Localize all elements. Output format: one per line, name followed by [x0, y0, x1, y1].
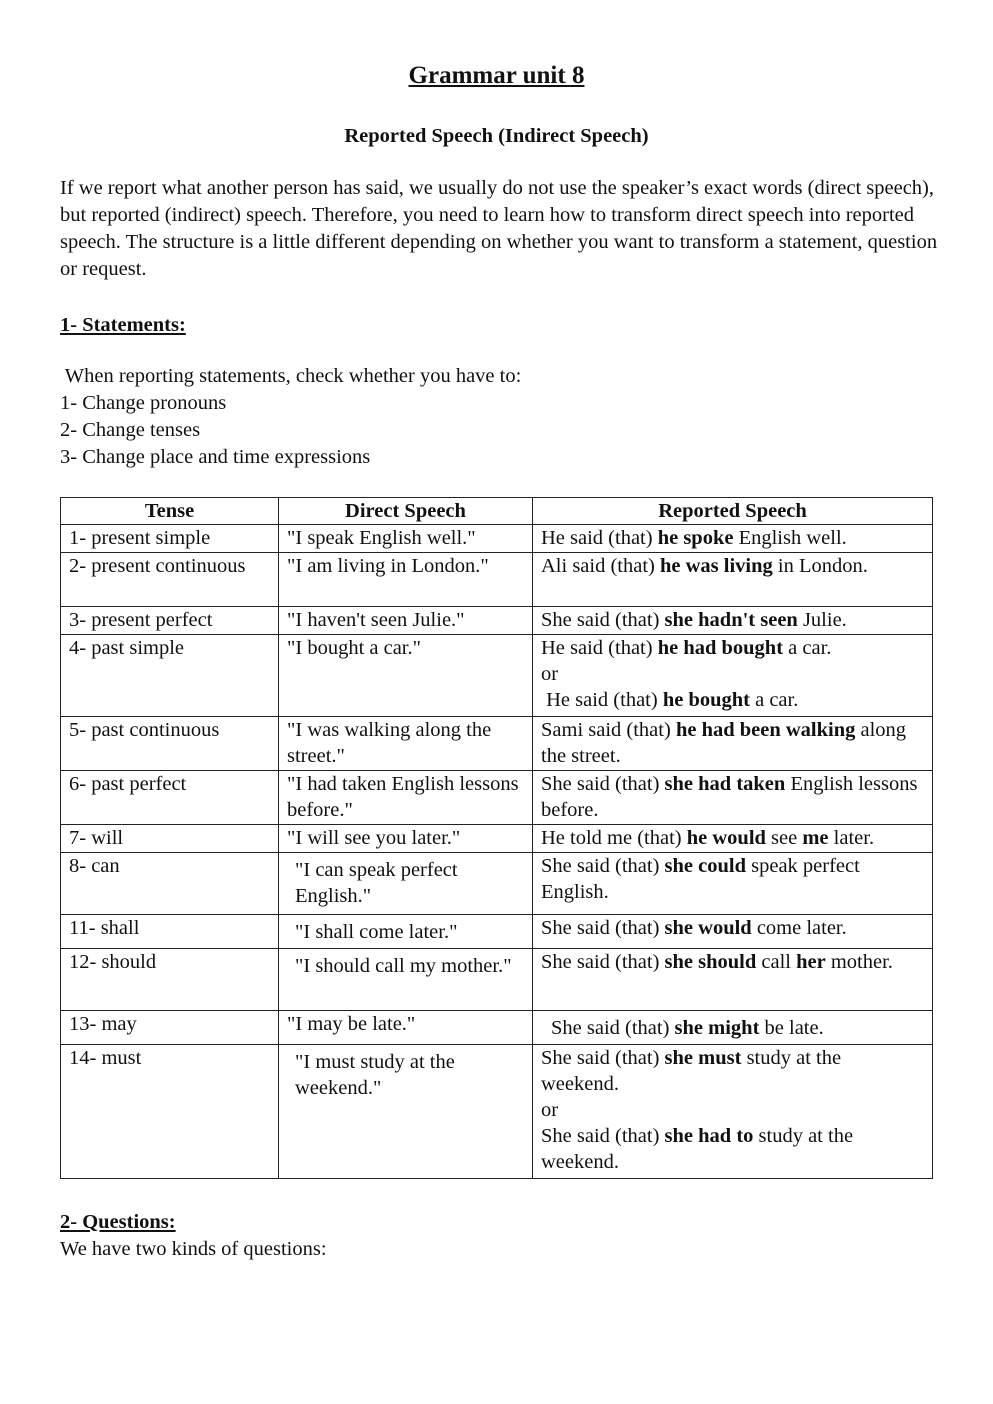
reported-speech-cell: [533, 825, 933, 853]
checklist-item: 1- Change pronouns: [60, 392, 227, 414]
reported-speech-cell: [533, 771, 933, 825]
reported-text: He said (that): [541, 637, 658, 659]
tense-cell: 1- present simple: [61, 525, 279, 553]
tense-cell: 7- will: [61, 825, 279, 853]
reported-text: English well.: [733, 527, 847, 549]
reported-text: She said (that): [541, 855, 665, 877]
reported-speech-cell: [533, 1011, 933, 1045]
direct-speech-cell: "I had taken English lessons before.": [279, 771, 533, 825]
table-row: [61, 1045, 933, 1179]
reported-verb: he would: [686, 827, 766, 849]
questions-lead: We have two kinds of questions:: [60, 1238, 327, 1260]
reported-speech-cell: [533, 525, 933, 553]
intro-paragraph: If we report what another person has said, we usually do not use the speaker’s exact words (direct speech), but reported (indirect) speech. Therefore, you need to learn how to transform direct speech into reported speech. The structure is a little different depending on whether you want to transform a statement, question or request.: [60, 177, 938, 280]
direct-speech-cell: "I will see you later.": [279, 825, 533, 853]
checklist-item: 3- Change place and time expressions: [60, 446, 371, 468]
reported-text: She said (that): [541, 773, 665, 795]
reported-text: Sami said (that): [541, 719, 676, 741]
reported-text: He said (that): [541, 689, 663, 711]
reported-text: study at the weekend.: [541, 1047, 847, 1095]
reported-text: later.: [828, 827, 875, 849]
reported-text: come later.: [751, 917, 847, 939]
page-subtitle: Reported Speech (Indirect Speech): [344, 125, 649, 147]
reported-verb: me: [802, 827, 829, 849]
tense-cell: 6- past perfect: [61, 771, 279, 825]
reported-speech-cell: [533, 949, 933, 1011]
table-row: [61, 607, 933, 635]
reported-speech-cell: [533, 553, 933, 607]
direct-speech-cell: "I shall come later.": [279, 915, 533, 949]
direct-speech-cell: "I am living in London.": [279, 553, 533, 607]
reported-text: She said (that): [541, 1125, 665, 1147]
questions-heading: 2- Questions:: [60, 1211, 176, 1233]
header-tense: Tense: [61, 498, 279, 525]
reported-text: He said (that): [541, 527, 658, 549]
reported-speech-cell: [533, 717, 933, 771]
reported-text: along the street.: [541, 719, 912, 767]
header-reported-speech: Reported Speech: [533, 498, 933, 525]
tense-cell: 11- shall: [61, 915, 279, 949]
reported-text: He told me (that): [541, 827, 687, 849]
reported-verb: she could: [664, 855, 746, 877]
reported-verb: he had been walking: [675, 719, 856, 741]
table-header-row: [61, 498, 933, 525]
reported-text: study at the weekend.: [541, 1125, 859, 1173]
reported-text: She said (that): [541, 1047, 665, 1069]
reported-verb: he spoke: [657, 527, 734, 549]
reported-speech-cell: [533, 635, 933, 717]
reported-text: or: [541, 1099, 559, 1121]
reported-verb: she had to: [664, 1125, 754, 1147]
reported-text: call: [756, 951, 797, 973]
reported-speech-cell: [533, 607, 933, 635]
tense-cell: 3- present perfect: [61, 607, 279, 635]
reported-speech-cell: [533, 915, 933, 949]
checklist-item: 2- Change tenses: [60, 419, 201, 441]
reported-text: She said (that): [541, 917, 665, 939]
reported-verb: he had bought: [657, 637, 784, 659]
table-body: [61, 525, 933, 1179]
table-row: [61, 825, 933, 853]
reported-verb: she had taken: [664, 773, 786, 795]
reported-verb: she might: [674, 1017, 760, 1039]
table-row: [61, 949, 933, 1011]
reported-verb: he bought: [662, 689, 750, 711]
direct-speech-cell: "I speak English well.": [279, 525, 533, 553]
table-row: [61, 525, 933, 553]
table-row: [61, 717, 933, 771]
direct-speech-cell: "I may be late.": [279, 1011, 533, 1045]
table-row: [61, 853, 933, 915]
reported-text: a car.: [749, 689, 799, 711]
reported-verb: she should: [664, 951, 757, 973]
reported-speech-cell: [533, 1045, 933, 1179]
reported-text: She said (that): [541, 609, 665, 631]
reported-verb: she would: [664, 917, 752, 939]
reported-text: Julie.: [797, 609, 847, 631]
header-direct-speech: Direct Speech: [279, 498, 533, 525]
tense-cell: 12- should: [61, 949, 279, 1011]
reported-text: speak perfect English.: [541, 855, 865, 903]
table-row: [61, 1011, 933, 1045]
reported-text: She said (that): [551, 1017, 675, 1039]
tense-cell: 2- present continuous: [61, 553, 279, 607]
statements-checklist: [60, 363, 521, 471]
reported-text: be late.: [759, 1017, 824, 1039]
direct-speech-cell: "I haven't seen Julie.": [279, 607, 533, 635]
reported-text: She said (that): [541, 951, 665, 973]
direct-speech-cell: "I must study at the weekend.": [279, 1045, 533, 1179]
reported-text: or: [541, 663, 559, 685]
direct-speech-cell: "I should call my mother.": [279, 949, 533, 1011]
direct-speech-cell: "I can speak perfect English.": [279, 853, 533, 915]
reported-text: in London.: [772, 555, 868, 577]
tense-cell: 4- past simple: [61, 635, 279, 717]
tense-cell: 14- must: [61, 1045, 279, 1179]
reported-verb: he was living: [660, 555, 773, 577]
reported-verb: she hadn't seen: [664, 609, 798, 631]
table-row: [61, 553, 933, 607]
reported-text: mother.: [825, 951, 893, 973]
reported-text: Ali said (that): [541, 555, 660, 577]
tense-cell: 5- past continuous: [61, 717, 279, 771]
reported-text: English lessons before.: [541, 773, 923, 821]
table-row: [61, 771, 933, 825]
table-row: [61, 915, 933, 949]
checklist-lead: When reporting statements, check whether you have to:: [60, 365, 522, 387]
direct-speech-cell: "I bought a car.": [279, 635, 533, 717]
reported-verb: she must: [664, 1047, 742, 1069]
direct-speech-cell: "I was walking along the street.": [279, 717, 533, 771]
tense-table: [60, 497, 933, 1179]
reported-text: see: [765, 827, 803, 849]
reported-text: a car.: [783, 637, 832, 659]
reported-speech-cell: [533, 853, 933, 915]
page-title: Grammar unit 8: [408, 62, 585, 89]
reported-verb: her: [796, 951, 826, 973]
tense-cell: 13- may: [61, 1011, 279, 1045]
table-row: [61, 635, 933, 717]
tense-cell: 8- can: [61, 853, 279, 915]
statements-heading: 1- Statements:: [60, 314, 186, 336]
